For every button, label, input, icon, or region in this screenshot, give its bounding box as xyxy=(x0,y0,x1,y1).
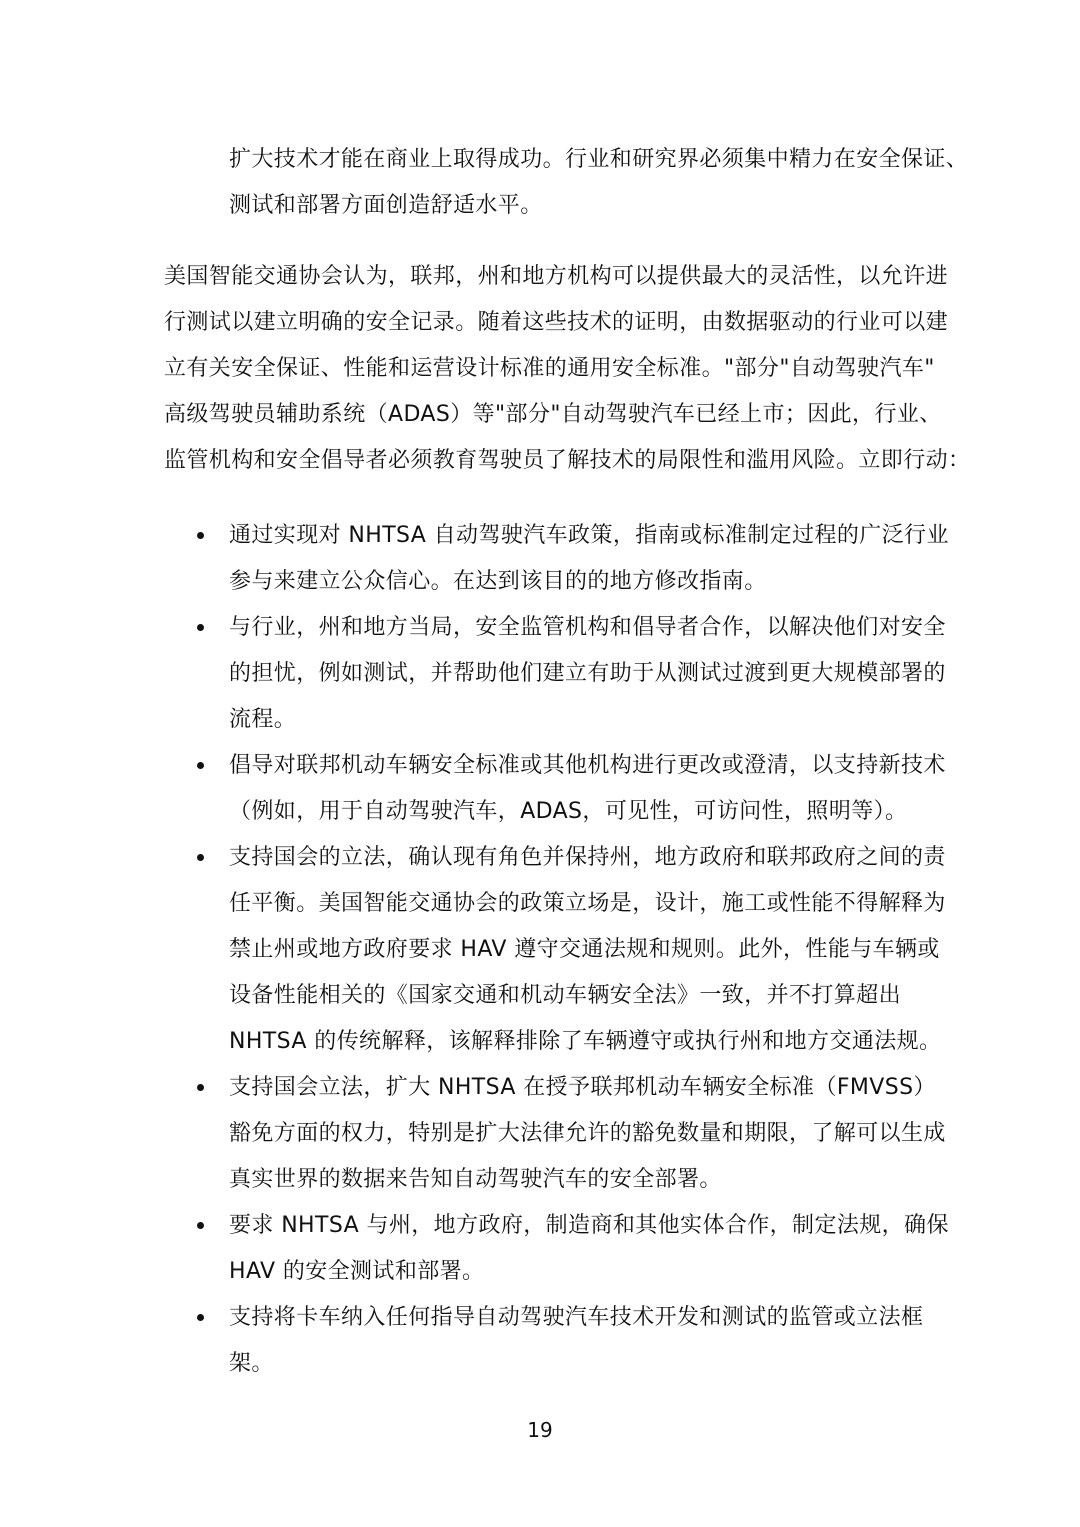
paragraph-line: 高级驾驶员辅助系统（ADAS）等"部分"自动驾驶汽车已经上市；因此，行业、 xyxy=(164,402,942,427)
bullet-dot-icon xyxy=(197,854,204,861)
bullet-dot-icon xyxy=(197,1084,204,1091)
bullet-dot-icon xyxy=(197,762,204,769)
bullet-dot-icon xyxy=(197,532,204,539)
bullet-line: 任平衡。美国智能交通协会的政策立场是，设计，施工或性能不得解释为 xyxy=(229,891,946,916)
bullet-item xyxy=(0,513,1080,605)
paragraph-line: 测试和部署方面创造舒适水平。 xyxy=(229,193,543,218)
paragraph-line: 美国智能交通协会认为，联邦，州和地方机构可以提供最大的灵活性，以允许进 xyxy=(164,264,949,289)
bullet-line: 设备性能相关的《国家交通和机动车辆安全法》一致，并不打算超出 xyxy=(229,983,902,1008)
paragraph-line: 立有关安全保证、性能和运营设计标准的通用安全标准。"部分"自动驾驶汽车" xyxy=(164,356,935,381)
paragraph-line: 监管机构和安全倡导者必须教育驾驶员了解技术的局限性和滥用风险。立即行动： xyxy=(164,448,971,473)
bullet-line: （例如，用于自动驾驶汽车，ADAS，可见性，可访问性，照明等）。 xyxy=(229,799,908,824)
bullet-item xyxy=(0,743,1080,835)
paragraph-line: 行测试以建立明确的安全记录。随着这些技术的证明，由数据驱动的行业可以建 xyxy=(164,310,949,335)
bullet-dot-icon xyxy=(197,1314,204,1321)
bullet-item xyxy=(0,1203,1080,1295)
bullet-line: 与行业，州和地方当局，安全监管机构和倡导者合作，以解决他们对安全 xyxy=(229,615,946,640)
bullet-item xyxy=(0,605,1080,743)
bullet-line: NHTSA 的传统解释，该解释排除了车辆遵守或执行州和地方交通法规。 xyxy=(229,1029,942,1054)
bullet-line: 的担忧，例如测试，并帮助他们建立有助于从测试过渡到更大规模部署的 xyxy=(229,661,946,686)
bullet-line: 豁免方面的权力，特别是扩大法律允许的豁免数量和期限，了解可以生成 xyxy=(229,1121,946,1146)
bullet-line: 禁止州或地方政府要求 HAV 遵守交通法规和规则。此外，性能与车辆或 xyxy=(229,937,940,962)
bullet-line: 真实世界的数据来告知自动驾驶汽车的安全部署。 xyxy=(229,1167,722,1192)
bullet-dot-icon xyxy=(197,624,204,631)
bullet-dot-icon xyxy=(197,1222,204,1229)
bullet-item xyxy=(0,835,1080,1065)
bullet-line: 参与来建立公众信心。在达到该目的的地方修改指南。 xyxy=(229,569,767,594)
intro-paragraph xyxy=(229,137,968,229)
page-number: 19 xyxy=(527,1418,553,1442)
paragraph-line: 扩大技术才能在商业上取得成功。行业和研究界必须集中精力在安全保证、 xyxy=(229,147,969,172)
bullet-line: 通过实现对 NHTSA 自动驾驶汽车政策，指南或标准制定过程的广泛行业 xyxy=(229,523,949,548)
main-paragraph xyxy=(164,254,970,484)
action-bullet-list xyxy=(0,513,1080,1387)
bullet-line: 架。 xyxy=(229,1351,274,1376)
bullet-line: 支持国会的立法，确认现有角色并保持州，地方政府和联邦政府之间的责 xyxy=(229,845,946,870)
bullet-line: HAV 的安全测试和部署。 xyxy=(229,1259,485,1284)
bullet-line: 支持国会立法，扩大 NHTSA 在授予联邦机动车辆安全标准（FMVSS） xyxy=(229,1075,936,1100)
bullet-line: 倡导对联邦机动车辆安全标准或其他机构进行更改或澄清，以支持新技术 xyxy=(229,753,946,778)
bullet-item xyxy=(0,1065,1080,1203)
bullet-line: 要求 NHTSA 与州，地方政府，制造商和其他实体合作，制定法规，确保 xyxy=(229,1213,949,1238)
bullet-item xyxy=(0,1295,1080,1387)
bullet-line: 支持将卡车纳入任何指导自动驾驶汽车技术开发和测试的监管或立法框 xyxy=(229,1305,924,1330)
bullet-line: 流程。 xyxy=(229,707,297,732)
